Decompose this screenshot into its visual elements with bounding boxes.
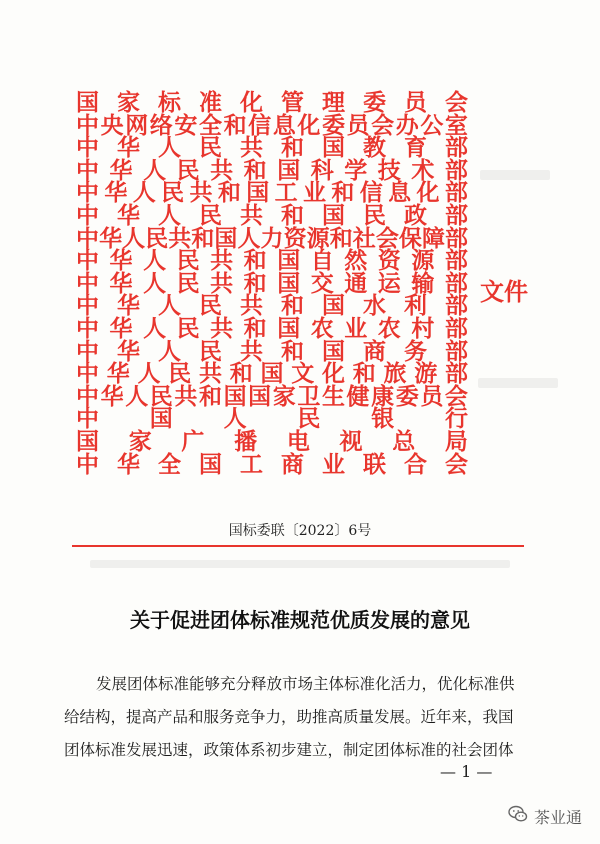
issuer-name: 国 家 广 播 电 视 总 局 xyxy=(76,427,468,455)
document-title: 关于促进团体标准规范优质发展的意见 xyxy=(130,608,470,632)
red-separator-line xyxy=(72,545,524,547)
issuer-name: 中 华 人 民 共 和 国 文 化 和 旅 游 部 xyxy=(76,360,468,388)
issuer-name: 中 华 全 国 工 商 业 联 合 会 xyxy=(76,450,468,478)
issuer-name: 中 华 人 民 共 和 国 工 业 和 信 息 化 部 xyxy=(76,179,468,207)
page-number: — 1 — xyxy=(440,762,493,781)
scan-artifact xyxy=(478,378,558,388)
issuer-name: 中 华 人 民 共 和 国 教 育 部 xyxy=(76,134,468,162)
issuer-name: 国 家 标 准 化 管 理 委 员 会 xyxy=(76,89,468,116)
issuer-name: 中 国 人 民 银 行 xyxy=(76,405,468,433)
issuer-name: 中 华 人 民 共 和 国 商 务 部 xyxy=(76,337,468,365)
body-line: 给结构，提高产品和服务竞争力，助推高质量发展。近年来，我国 xyxy=(64,708,514,726)
issuer-name: 中 华 人 民 共 和 国 农 业 农 村 部 xyxy=(76,314,468,342)
issuer-name: 中 华 人 民 共 和 国 国 家 卫 生 健 康 委 员 会 xyxy=(76,382,468,410)
issuer-name: 中 央 网 络 安 全 和 信 息 化 委 员 会 办 公 室 xyxy=(76,111,468,139)
body-line: 发展团体标准能够充分释放市场主体标准化活力，优化标准供 xyxy=(96,675,515,693)
issuer-name: 中 华 人 民 共 和 国 水 利 部 xyxy=(76,292,468,320)
watermark-text: 茶业通 xyxy=(533,807,582,827)
issuing-authorities xyxy=(76,89,468,478)
issuer-name: 中 华 人 民 共 和 国 民 政 部 xyxy=(76,201,468,229)
scan-artifact xyxy=(90,560,510,568)
issuer-name: 中 华 人 民 共 和 国 交 通 运 输 部 xyxy=(76,269,468,297)
wechat-icon xyxy=(508,804,528,828)
watermark xyxy=(508,804,582,828)
document-number: 国标委联〔2022〕6号 xyxy=(228,523,372,539)
issuer-name: 中 华 人 民 共 和 国 科 学 技 术 部 xyxy=(76,156,468,184)
scan-artifact xyxy=(480,170,550,180)
document-body xyxy=(64,668,534,767)
issuer-name: 中 华 人 民 共 和 国 人 力 资 源 和 社 会 保 障 部 xyxy=(76,224,468,252)
document-label: 文件 xyxy=(480,277,528,306)
issuer-name: 中 华 人 民 共 和 国 自 然 资 源 部 xyxy=(76,247,468,275)
body-line: 团体标准发展迅速，政策体系初步建立，制定团体标准的社会团体 xyxy=(64,741,514,759)
